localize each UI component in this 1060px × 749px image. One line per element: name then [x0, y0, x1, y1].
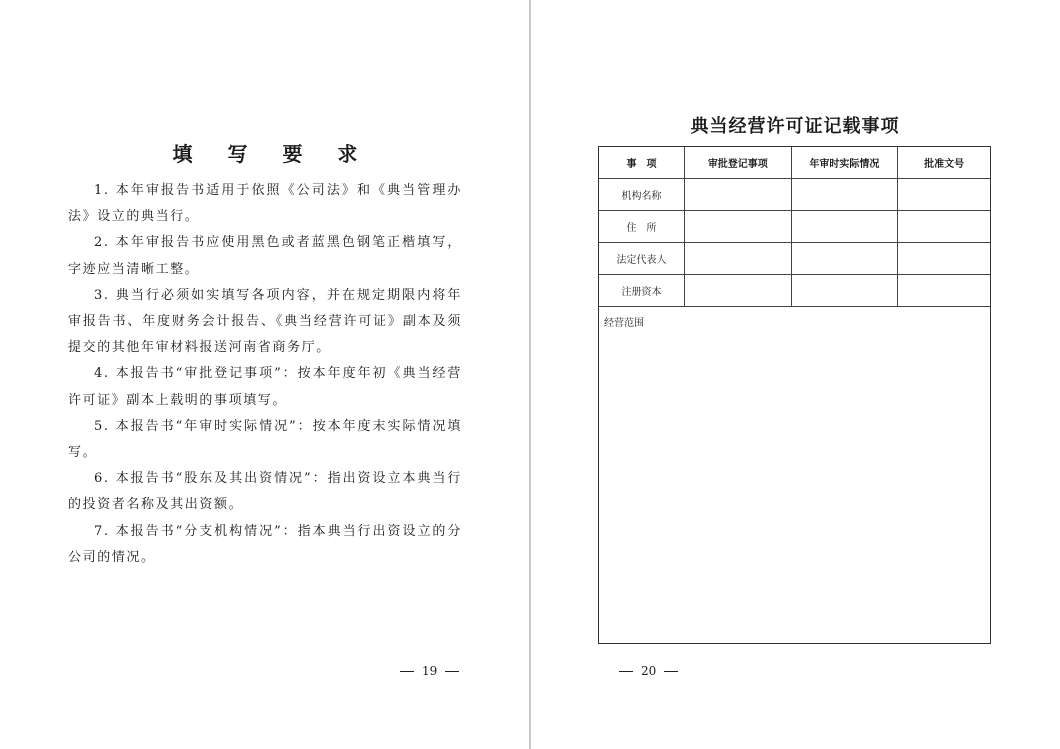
input-cell[interactable]: [791, 243, 898, 275]
dash-right: [445, 671, 459, 672]
input-cell[interactable]: [685, 243, 792, 275]
input-cell[interactable]: [898, 211, 990, 243]
input-cell[interactable]: [685, 275, 792, 307]
dash-right: [664, 671, 678, 672]
page-number-value: 19: [422, 664, 438, 678]
page-number: [392, 664, 467, 678]
left-page: [0, 0, 529, 749]
right-page: [531, 0, 1060, 749]
requirement-item: 7. 本报告书“分支机构情况”：指本典当行出资设立的分公司的情况。: [68, 523, 462, 565]
requirement-item: 3. 典当行必须如实填写各项内容，并在规定期限内将年审报告书、年度财务会计报告、《典当经营许可证》副本及须提交的其他年审材料报送河南省商务厅。: [68, 287, 462, 356]
page-number-value: 20: [641, 664, 657, 678]
page-number: [611, 664, 686, 678]
form-title: 典当经营许可证记载事项: [690, 116, 900, 137]
requirement-item: 5. 本报告书“年审时实际情况”：按本年度末实际情况填写。: [68, 418, 462, 461]
requirements-list: [68, 178, 462, 571]
row-label: 法定代表人: [599, 243, 685, 275]
registration-table: [599, 147, 990, 307]
dash-left: [619, 671, 633, 672]
input-cell[interactable]: [898, 275, 990, 307]
input-cell[interactable]: [791, 275, 898, 307]
dash-left: [400, 671, 414, 672]
row-label: 机构名称: [599, 179, 685, 211]
table-row: [599, 243, 990, 275]
input-cell[interactable]: [791, 211, 898, 243]
table-row: [599, 275, 990, 307]
input-cell[interactable]: [685, 211, 792, 243]
input-cell[interactable]: [791, 179, 898, 211]
table-row: [599, 179, 990, 211]
table-row: [599, 211, 990, 243]
row-label: 住 所: [599, 211, 685, 243]
header-approved: 审批登记事项: [685, 147, 792, 179]
input-cell[interactable]: [685, 179, 792, 211]
requirement-item: 2. 本年审报告书应使用黑色或者蓝黑色钢笔正楷填写，字迹应当清晰工整。: [68, 235, 462, 277]
requirement-item: 4. 本报告书“审批登记事项”：按本年度年初《典当经营许可证》副本上载明的事项填写。: [68, 366, 462, 408]
input-cell[interactable]: [898, 243, 990, 275]
requirement-item: 1. 本年审报告书适用于依照《公司法》和《典当管理办法》设立的典当行。: [68, 183, 462, 225]
header-item: 事 项: [599, 147, 685, 179]
row-label: 注册资本: [599, 275, 685, 307]
page-title: 填 写 要 求: [172, 142, 372, 166]
table-header-row: [599, 147, 990, 179]
business-scope-label: 经营范围: [604, 318, 644, 329]
registration-form: [598, 146, 991, 644]
header-approval-no: 批准文号: [898, 147, 990, 179]
header-actual: 年审时实际情况: [791, 147, 898, 179]
requirement-item: 6. 本报告书“股东及其出资情况”：指出资设立本典当行的投资者名称及其出资额。: [68, 471, 462, 513]
input-cell[interactable]: [898, 179, 990, 211]
